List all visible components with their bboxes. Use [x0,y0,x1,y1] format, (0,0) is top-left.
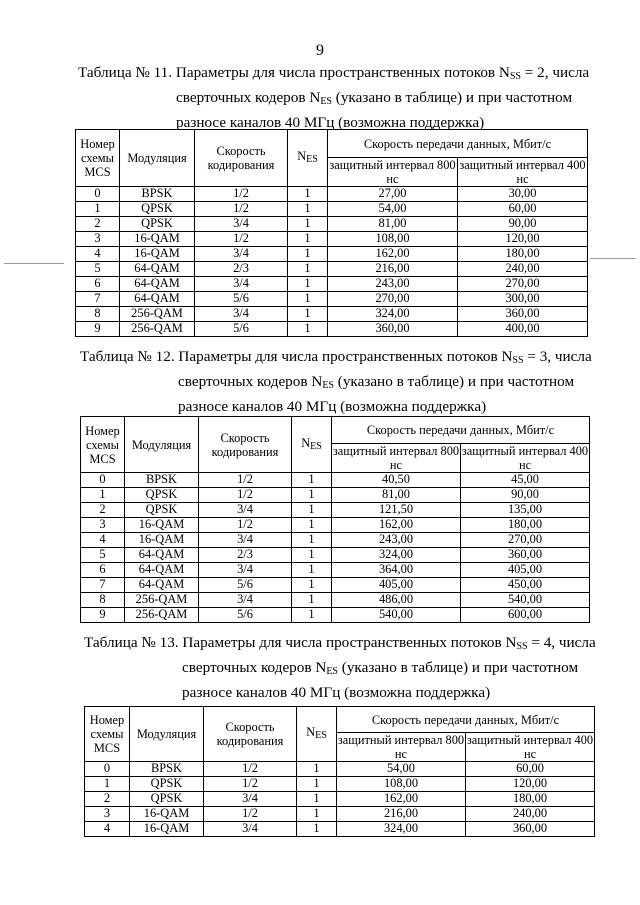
table-row [76,277,588,292]
modulation-cell: 16-QAM [130,807,204,822]
col-header-nes: $N_{ES}$ [292,417,332,473]
rate-gi-400-cell: 240,00 [466,807,595,822]
col-header-data-rate: Скорость передачи данных, Мбит/с [337,707,595,733]
table-row [85,822,595,837]
coding-rate-cell: 3/4 [204,822,297,837]
rate-gi-400-cell: 30,00 [458,187,588,202]
rate-gi-800-cell: 162,00 [332,518,461,533]
mcs-cell: 0 [85,762,130,777]
modulation-cell: BPSK [130,762,204,777]
rate-gi-400-cell: 400,00 [458,322,588,337]
rate-gi-800-cell: 54,00 [337,762,466,777]
table-row [85,792,595,807]
coding-rate-cell: 3/4 [195,277,288,292]
mcs-cell: 1 [81,488,125,503]
mcs-cell: 4 [81,533,125,548]
modulation-cell: 256-QAM [120,307,195,322]
rate-gi-800-cell: 27,00 [328,187,458,202]
table-row [81,548,590,563]
nes-cell: 1 [297,807,337,822]
mcs-cell: 7 [81,578,125,593]
rate-gi-400-cell: 360,00 [458,307,588,322]
mcs-cell: 2 [85,792,130,807]
mcs-cell: 6 [76,277,120,292]
table-row [76,232,588,247]
coding-rate-cell: 1/2 [195,187,288,202]
table-13-caption: Таблица № 13. Параметры для числа пространственных потоков $N_{SS} = 4$, числа сверточных кодеров $N_{ES}$ (указано в таблице) и при частотном разносе каналов 40 МГц (возможна поддержка) [84,634,596,701]
mcs-cell: 9 [81,608,125,623]
col-header-data-rate: Скорость передачи данных, Мбит/с [332,417,590,444]
coding-rate-cell: 3/4 [199,563,292,578]
table-row [81,503,590,518]
rate-gi-400-cell: 240,00 [458,262,588,277]
modulation-cell: QPSK [130,777,204,792]
rate-gi-400-cell: 600,00 [461,608,590,623]
col-header-modulation: Модуляция [120,130,195,187]
table-row [85,762,595,777]
modulation-cell: 16-QAM [120,247,195,262]
table-row [81,578,590,593]
rate-gi-800-cell: 324,00 [337,822,466,837]
table-row [76,187,588,202]
table-row [81,473,590,488]
modulation-cell: QPSK [125,488,199,503]
table-row [81,518,590,533]
modulation-cell: 16-QAM [125,518,199,533]
coding-rate-cell: 1/2 [204,762,297,777]
rate-gi-800-cell: 216,00 [328,262,458,277]
rate-gi-800-cell: 162,00 [337,792,466,807]
mcs-cell: 2 [81,503,125,518]
rate-gi-400-cell: 90,00 [458,217,588,232]
mcs-cell: 5 [81,548,125,563]
mcs-cell: 0 [76,187,120,202]
table-12 [80,416,590,623]
table-row [76,322,588,337]
nes-cell: 1 [292,563,332,578]
nes-cell: 1 [292,473,332,488]
nes-cell: 1 [288,262,328,277]
rate-gi-400-cell: 360,00 [461,548,590,563]
table-row [76,262,588,277]
table-13 [84,706,595,837]
rate-gi-800-cell: 486,00 [332,593,461,608]
col-header-gi-800: защитный интервал 800 нс [329,158,456,186]
mcs-cell: 1 [85,777,130,792]
coding-rate-cell: 3/4 [199,503,292,518]
rate-gi-400-cell: 270,00 [458,277,588,292]
mcs-cell: 9 [76,322,120,337]
modulation-cell: 64-QAM [120,262,195,277]
table-row [81,593,590,608]
coding-rate-cell: 5/6 [195,292,288,307]
col-header-modulation: Модуляция [130,707,204,762]
table-row [76,202,588,217]
modulation-cell: 16-QAM [120,232,195,247]
rate-gi-400-cell: 180,00 [458,247,588,262]
coding-rate-cell: 5/6 [195,322,288,337]
nes-cell: 1 [292,503,332,518]
col-header-coding-rate: Скорость кодирования [199,417,292,473]
coding-rate-cell: 3/4 [199,593,292,608]
table-row [85,777,595,792]
nes-cell: 1 [297,762,337,777]
modulation-cell: QPSK [130,792,204,807]
nes-cell: 1 [288,307,328,322]
modulation-cell: 16-QAM [125,533,199,548]
rate-gi-800-cell: 54,00 [328,202,458,217]
nes-cell: 1 [288,232,328,247]
mcs-cell: 7 [76,292,120,307]
mcs-cell: 4 [85,822,130,837]
mcs-cell: 3 [76,232,120,247]
nes-cell: 1 [292,488,332,503]
modulation-cell: BPSK [120,187,195,202]
rate-gi-400-cell: 120,00 [466,777,595,792]
rate-gi-800-cell: 108,00 [328,232,458,247]
coding-rate-cell: 3/4 [195,247,288,262]
modulation-cell: BPSK [125,473,199,488]
rate-gi-800-cell: 81,00 [332,488,461,503]
nes-cell: 1 [288,292,328,307]
coding-rate-cell: 3/4 [195,307,288,322]
rate-gi-800-cell: 216,00 [337,807,466,822]
table-row [81,563,590,578]
rate-gi-400-cell: 270,00 [461,533,590,548]
rate-gi-800-cell: 121,50 [332,503,461,518]
coding-rate-cell: 3/4 [204,792,297,807]
col-header-gi-800: защитный интервал 800 нс [337,733,465,761]
table-row [76,307,588,322]
modulation-cell: 64-QAM [120,277,195,292]
rate-gi-800-cell: 324,00 [328,307,458,322]
col-header-mcs: Номер схемы MCS [76,130,120,187]
coding-rate-cell: 5/6 [199,608,292,623]
col-header-nes: $N_{ES}$ [288,130,328,187]
mcs-cell: 4 [76,247,120,262]
col-header-gi-400: защитный интервал 400 нс [459,158,586,186]
modulation-cell: QPSK [120,217,195,232]
nes-cell: 1 [292,548,332,563]
coding-rate-cell: 1/2 [199,473,292,488]
col-header-mcs: Номер схемы MCS [85,707,130,762]
nes-cell: 1 [297,777,337,792]
nes-cell: 1 [297,792,337,807]
rate-gi-800-cell: 270,00 [328,292,458,307]
nes-cell: 1 [292,593,332,608]
mcs-cell: 8 [81,593,125,608]
nes-cell: 1 [288,322,328,337]
coding-rate-cell: 2/3 [195,262,288,277]
coding-rate-cell: 3/4 [195,217,288,232]
coding-rate-cell: 1/2 [195,202,288,217]
table-row [81,533,590,548]
mcs-cell: 2 [76,217,120,232]
nes-cell: 1 [288,202,328,217]
modulation-cell: QPSK [125,503,199,518]
nes-cell: 1 [292,518,332,533]
col-header-gi-400: защитный интервал 400 нс [461,444,589,472]
table-row [81,608,590,623]
col-header-modulation: Модуляция [125,417,199,473]
col-header-data-rate: Скорость передачи данных, Мбит/с [328,130,588,158]
mcs-cell: 1 [76,202,120,217]
coding-rate-cell: 1/2 [204,807,297,822]
rate-gi-400-cell: 90,00 [461,488,590,503]
col-header-coding-rate: Скорость кодирования [204,707,297,762]
rate-gi-800-cell: 243,00 [332,533,461,548]
rate-gi-400-cell: 60,00 [458,202,588,217]
coding-rate-cell: 1/2 [199,488,292,503]
table-row [76,292,588,307]
modulation-cell: 64-QAM [125,563,199,578]
rate-gi-800-cell: 405,00 [332,578,461,593]
coding-rate-cell: 5/6 [199,578,292,593]
rate-gi-400-cell: 540,00 [461,593,590,608]
coding-rate-cell: 1/2 [195,232,288,247]
rate-gi-800-cell: 162,00 [328,247,458,262]
table-row [76,217,588,232]
table-11 [75,129,588,337]
col-header-nes: $N_{ES}$ [297,707,337,762]
col-header-coding-rate: Скорость кодирования [195,130,288,187]
rate-gi-400-cell: 450,00 [461,578,590,593]
coding-rate-cell: 1/2 [199,518,292,533]
mcs-cell: 0 [81,473,125,488]
modulation-cell: 16-QAM [130,822,204,837]
modulation-cell: 64-QAM [125,548,199,563]
rate-gi-800-cell: 40,50 [332,473,461,488]
nes-cell: 1 [288,217,328,232]
rate-gi-800-cell: 243,00 [328,277,458,292]
rate-gi-400-cell: 45,00 [461,473,590,488]
modulation-cell: 256-QAM [125,593,199,608]
table-row [76,247,588,262]
table-row [81,488,590,503]
modulation-cell: 256-QAM [120,322,195,337]
modulation-cell: 256-QAM [125,608,199,623]
table-11-caption: Таблица № 11. Параметры для числа пространственных потоков $N_{SS} = 2$, числа сверточных кодеров $N_{ES}$ (указано в таблице) и при частотном разносе каналов 40 МГц (возможна поддержка) [78,64,590,131]
nes-cell: 1 [292,608,332,623]
rate-gi-400-cell: 300,00 [458,292,588,307]
mcs-cell: 3 [85,807,130,822]
rate-gi-800-cell: 360,00 [328,322,458,337]
nes-cell: 1 [292,533,332,548]
rate-gi-400-cell: 135,00 [461,503,590,518]
table-row [85,807,595,822]
mcs-cell: 8 [76,307,120,322]
rate-gi-400-cell: 180,00 [466,792,595,807]
rate-gi-800-cell: 540,00 [332,608,461,623]
nes-cell: 1 [288,277,328,292]
rate-gi-800-cell: 324,00 [332,548,461,563]
nes-cell: 1 [288,247,328,262]
rate-gi-400-cell: 120,00 [458,232,588,247]
rate-gi-800-cell: 108,00 [337,777,466,792]
mcs-cell: 6 [81,563,125,578]
rate-gi-400-cell: 60,00 [466,762,595,777]
rate-gi-400-cell: 180,00 [461,518,590,533]
nes-cell: 1 [292,578,332,593]
table-12-caption: Таблица № 12. Параметры для числа пространственных потоков $N_{SS} = 3$, числа сверточных кодеров $N_{ES}$ (указано в таблице) и при частотном разносе каналов 40 МГц (возможна поддержка) [80,348,592,415]
col-header-gi-400: защитный интервал 400 нс [466,733,594,761]
rate-gi-400-cell: 405,00 [461,563,590,578]
modulation-cell: 64-QAM [120,292,195,307]
mcs-cell: 3 [81,518,125,533]
col-header-mcs: Номер схемы MCS [81,417,125,473]
coding-rate-cell: 3/4 [199,533,292,548]
mcs-cell: 5 [76,262,120,277]
rate-gi-800-cell: 81,00 [328,217,458,232]
col-header-gi-800: защитный интервал 800 нс [332,444,460,472]
coding-rate-cell: 2/3 [199,548,292,563]
scan-artifact-right [590,258,636,259]
modulation-cell: 64-QAM [125,578,199,593]
rate-gi-800-cell: 364,00 [332,563,461,578]
rate-gi-400-cell: 360,00 [466,822,595,837]
modulation-cell: QPSK [120,202,195,217]
scan-artifact-left [4,263,64,264]
nes-cell: 1 [297,822,337,837]
nes-cell: 1 [288,187,328,202]
page-number: 9 [316,42,324,59]
coding-rate-cell: 1/2 [204,777,297,792]
